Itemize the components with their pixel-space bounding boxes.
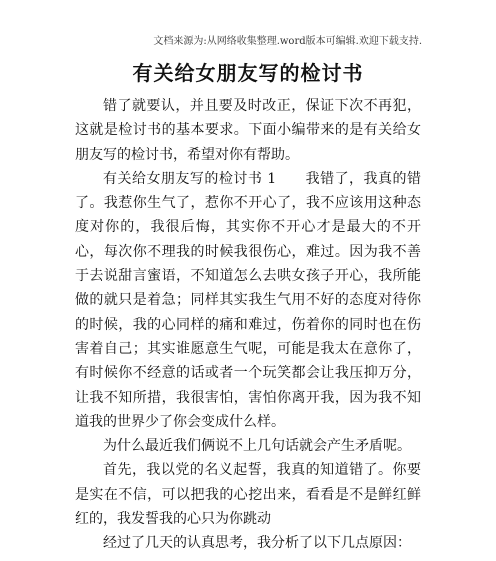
document-body: [75, 94, 421, 556]
page-title: 有关给女朋友写的检讨书: [132, 61, 364, 85]
paragraph: 为什么最近我们俩说不上几句话就会产生矛盾呢。: [103, 438, 411, 455]
paragraph: 经过了几天的认真思考，我分析了以下几点原因：: [103, 535, 411, 552]
paragraph: 有关给女朋友写的检讨书 1 我错了，我真的错了。我惹你生气了，惹你不开心了，我不应该用这种态度对你的，我很后悔，其实你不开心才是最大的不开心，每次你不理我的时候我很伤心，难过。因为我不善于去说甜言蜜语，不知道怎么去哄女孩子开心，我所能做的就只是着急；同样其实我生气用不好的态度对待你的时候，我的心同样的痛和难过，伤着你的同时也在伤害着自己；其实谁愿意生气呢，可能是我太在意你了，有时候你不经意的话或者一个玩笑都会让我压抑万分，让我不知所措，我很害怕，害怕你离开我，因为我不知道我的世界少了你会变成什么样。: [75, 170, 421, 430]
paragraph: 首先，我以党的名义起誓，我真的知道错了。你要是实在不信，可以把我的心挖出来，看看是不是鲜红鲜红的，我发誓我的心只为你跳动: [75, 462, 421, 528]
paragraph: 错了就要认，并且要及时改正，保证下次不再犯，这就是检讨书的基本要求。下面小编带来的是有关给女朋友写的检讨书，希望对你有帮助。: [75, 98, 421, 163]
header-note: 文档来源为:从网络收集整理.word版本可编辑.欢迎下载支持.: [153, 36, 422, 47]
